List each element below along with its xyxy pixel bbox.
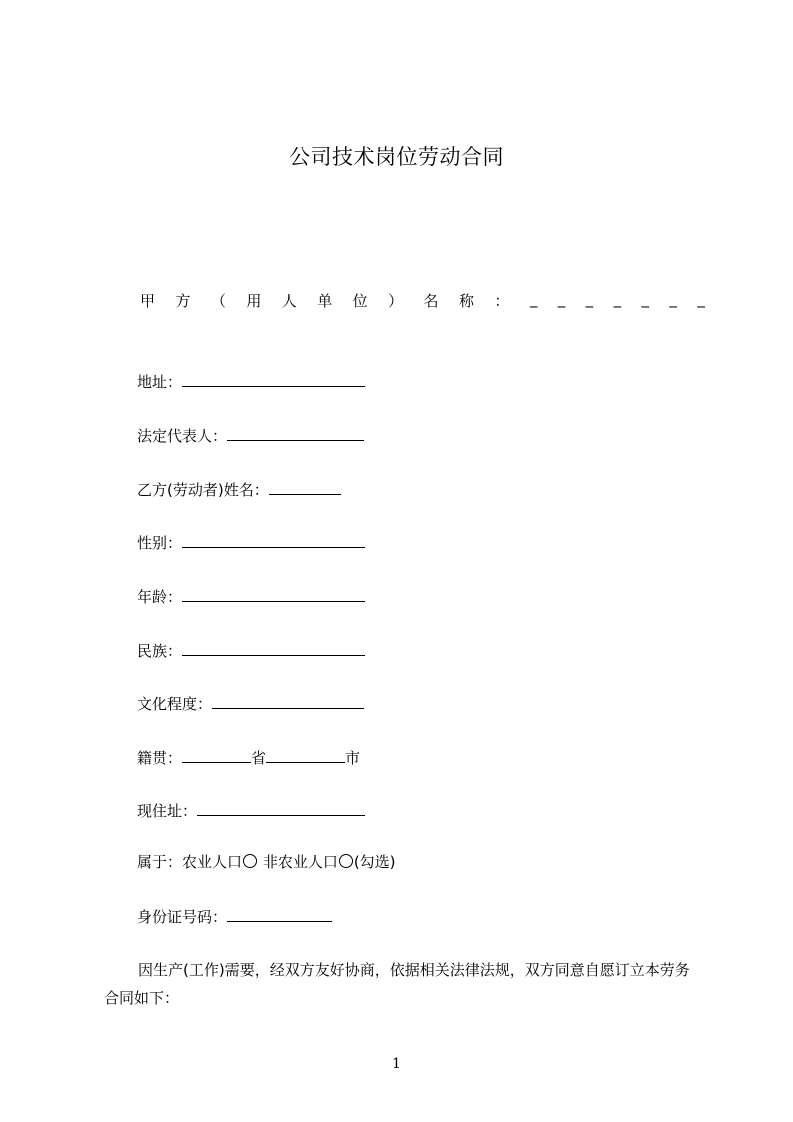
city-blank[interactable] <box>266 746 345 763</box>
address-label: 地址： <box>137 373 183 391</box>
gender-label: 性别： <box>137 534 183 552</box>
household-type-field <box>137 852 396 872</box>
ethnicity-blank[interactable] <box>182 639 365 656</box>
ethnicity-label: 民族： <box>137 642 183 660</box>
province-blank[interactable] <box>182 746 251 763</box>
age-blank[interactable] <box>182 585 365 602</box>
party-a-char: 位 <box>352 292 368 310</box>
education-field <box>137 692 364 714</box>
legal-rep-blank[interactable] <box>227 424 364 441</box>
id-number-blank[interactable] <box>227 905 332 922</box>
party-a-blank: _ <box>585 290 594 308</box>
party-a-blank: _ <box>669 290 677 308</box>
native-place-field <box>137 746 360 768</box>
gender-blank[interactable] <box>182 531 365 548</box>
current-address-label: 现住址： <box>137 802 198 820</box>
party-a-name-line <box>140 290 705 311</box>
party-a-char: 称 <box>458 292 474 310</box>
party-a-blank: _ <box>529 290 538 308</box>
party-a-blank: _ <box>613 290 622 308</box>
party-a-char: 名 <box>423 292 439 310</box>
agri-label: 农业人口 <box>182 853 243 871</box>
agri-circle-checkbox[interactable] <box>243 854 257 868</box>
id-number-field <box>137 905 332 927</box>
party-b-name-field <box>137 478 341 500</box>
party-a-char: 人 <box>281 292 297 310</box>
id-number-label: 身份证号码： <box>137 908 228 926</box>
party-a-blank: _ <box>697 290 705 308</box>
city-word: 市 <box>345 749 361 767</box>
non-agri-label: 非农业人口 <box>262 853 338 871</box>
party-b-name-label: 乙方(劳动者)姓名： <box>137 481 269 499</box>
education-blank[interactable] <box>212 692 364 709</box>
party-a-char: ： <box>494 292 510 310</box>
party-a-char: 单 <box>317 292 333 310</box>
intro-paragraph: 因生产(工作)需要，经双方友好协商，依据相关法律法规，双方同意自愿订立本劳务合同如下： <box>104 961 690 1007</box>
legal-rep-field <box>137 424 364 446</box>
province-word: 省 <box>251 749 267 767</box>
current-address-field <box>137 799 365 821</box>
party-a-char: ） <box>388 292 404 310</box>
party-a-blank: _ <box>641 290 649 308</box>
legal-rep-label: 法定代表人： <box>137 427 228 445</box>
native-place-label: 籍贯： <box>137 749 183 767</box>
education-label: 文化程度： <box>137 695 213 713</box>
address-blank[interactable] <box>182 370 365 387</box>
gender-field <box>137 531 365 553</box>
document-title: 公司技术岗位劳动合同 <box>289 145 504 169</box>
non-agri-circle-checkbox[interactable] <box>339 854 353 868</box>
page-number: 1 <box>392 1056 401 1072</box>
age-field <box>137 585 365 607</box>
party-a-blank: _ <box>557 290 566 308</box>
age-label: 年龄： <box>137 588 183 606</box>
check-hint: (勾选) <box>353 853 396 871</box>
party-a-char: 甲 <box>140 292 156 310</box>
current-address-blank[interactable] <box>197 799 365 816</box>
party-a-char: 用 <box>246 292 262 310</box>
party-a-char: （ <box>210 292 226 310</box>
address-field <box>137 370 365 392</box>
party-b-name-blank[interactable] <box>269 478 341 495</box>
ethnicity-field <box>137 639 365 661</box>
party-a-char: 方 <box>175 292 191 310</box>
belongs-label: 属于： <box>137 853 183 871</box>
